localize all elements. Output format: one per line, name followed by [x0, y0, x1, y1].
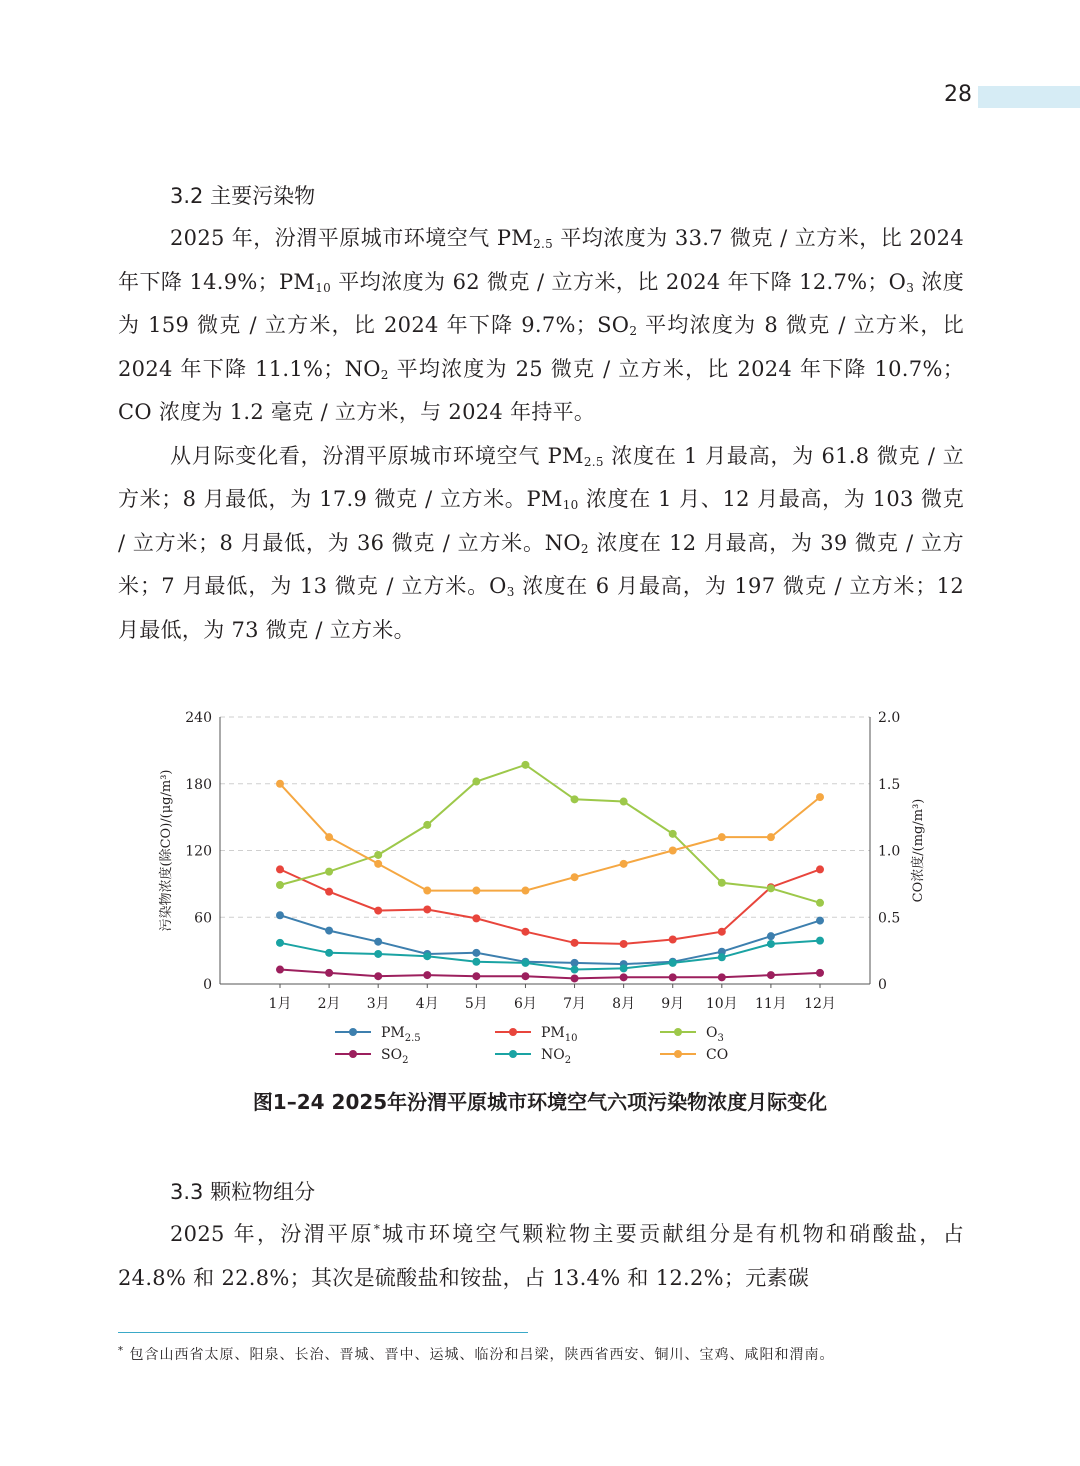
legend-label-subscript: 3: [717, 1033, 724, 1044]
data-point: [276, 865, 284, 873]
data-point: [472, 949, 480, 957]
data-point: [718, 833, 726, 841]
y-tick-label-right: 0: [878, 977, 887, 993]
x-tick-label: 2月: [317, 996, 341, 1012]
legend-label: [541, 1047, 571, 1066]
series-line-0: [280, 915, 820, 964]
x-tick-label: 1月: [268, 996, 292, 1012]
text-run: 平均浓度为 25 微克 / 立方米，比 2024 年下降 10.7%；CO 浓度为 1.2 毫克 / 立方米，与 2024 年持平。: [118, 356, 965, 424]
data-point: [276, 966, 284, 974]
legend-label-subscript: 2.5: [404, 1033, 421, 1044]
data-point: [620, 973, 628, 981]
data-point: [374, 907, 382, 915]
legend-label: [706, 1025, 724, 1044]
series-line-5: [280, 784, 820, 891]
data-point: [472, 972, 480, 980]
subscript: 2: [580, 541, 589, 556]
data-point: [423, 821, 431, 829]
data-point: [325, 927, 333, 935]
section-heading-3-2: 3.2 主要污染物: [170, 184, 316, 208]
data-point: [374, 851, 382, 859]
text-run: 浓度在 6 月最高，为 197 微克 / 立方米；12 月最低，为 73 微克 / 立方米。: [118, 574, 964, 642]
data-point: [374, 938, 382, 946]
x-tick-label: 7月: [563, 996, 587, 1012]
data-point: [423, 887, 431, 895]
y-tick-label-right: 1.5: [878, 776, 901, 793]
data-point: [620, 964, 628, 972]
data-point: [521, 761, 529, 769]
y-tick-label-left: 0: [203, 977, 212, 993]
subscript: 10: [562, 498, 579, 512]
subscript: 2.5: [583, 454, 604, 469]
data-point: [325, 949, 333, 957]
legend-label-subscript: 10: [564, 1033, 578, 1044]
page-tab-decoration: [978, 86, 1080, 108]
data-point: [571, 966, 579, 974]
figure-caption: 图1–24 2025年汾渭平原城市环境空气六项污染物浓度月际变化: [252, 1090, 828, 1114]
y-tick-label-right: 0.5: [878, 910, 901, 927]
superscript: *: [373, 1222, 381, 1236]
data-point: [816, 899, 824, 907]
data-point: [571, 795, 579, 803]
x-tick-label: 5月: [464, 996, 488, 1012]
text-run: 从月际变化看，汾渭平原城市环境空气 PM: [170, 443, 584, 468]
data-point: [816, 917, 824, 925]
paragraph: [118, 217, 964, 435]
x-tick-label: 8月: [612, 996, 636, 1012]
data-point: [669, 830, 677, 838]
legend-label: [706, 1047, 728, 1063]
x-tick-label: 10月: [705, 996, 738, 1012]
x-tick-label: 3月: [366, 996, 390, 1012]
text-run: 浓度在 1 月最高，为 61.8 微克 / 立方米；8 月最低，为 17.9 微克 / 立方米。PM: [118, 443, 965, 511]
data-point: [620, 798, 628, 806]
data-point: [816, 793, 824, 801]
y-tick-label-right: 1.0: [878, 843, 901, 860]
data-point: [571, 939, 579, 947]
text-run: 浓度在 12 月最高，为 39 微克 / 立方米；7 月最低，为 13 微克 / 立方米。O: [118, 530, 964, 598]
text-run: 2025 年，汾渭平原城市环境空气 PM: [170, 226, 534, 250]
data-point: [325, 868, 333, 876]
data-point: [423, 971, 431, 979]
data-point: [521, 928, 529, 936]
data-point: [325, 833, 333, 841]
data-point: [718, 928, 726, 936]
footnote-mark: *: [118, 1345, 124, 1357]
legend-swatch-marker: [674, 1050, 682, 1058]
x-tick-label: 9月: [661, 996, 685, 1012]
y-tick-label-left: 240: [185, 710, 212, 726]
legend-label-subscript: 2: [564, 1055, 572, 1066]
series-line-2: [280, 765, 820, 903]
subscript: 3: [506, 585, 515, 599]
legend-label-name: PM: [541, 1025, 565, 1041]
data-point: [276, 780, 284, 788]
legend-label-name: CO: [706, 1047, 729, 1063]
legend-label: [541, 1025, 578, 1044]
y-tick-label-left: 60: [194, 910, 212, 927]
data-point: [521, 959, 529, 967]
legend-label: [381, 1025, 421, 1044]
y-axis-title-left: 污染物浓度(除CO)/(μg/m³): [159, 769, 174, 932]
pollutant-monthly-chart: [150, 700, 930, 1075]
subscript: 10: [315, 280, 332, 295]
section-3-3-body: [118, 1213, 964, 1300]
section-heading-3-3: 3.3 颗粒物组分: [170, 1180, 316, 1204]
footnote-text: 包含山西省太原、阳泉、长治、晋城、晋中、运城、临汾和吕梁，陕西省西安、铜川、宝鸡、咸阳和渭南。: [129, 1347, 835, 1363]
data-point: [816, 865, 824, 873]
data-point: [472, 958, 480, 966]
y-tick-label-left: 120: [185, 843, 212, 860]
text-run: 城市环境空气颗粒物主要贡献组分是有机物和硝酸盐，占 24.8% 和 22.8%；其次是硫酸盐和铵盐，占 13.4% 和 12.2%；元素碳: [118, 1222, 965, 1290]
x-tick-label: 12月: [804, 996, 836, 1012]
data-point: [718, 973, 726, 981]
text-run: 平均浓度为 8 微克 / 立方米，比 2024 年下降 11.1%；NO: [118, 313, 964, 381]
text-run: 浓度在 1 月、12 月最高，为 103 微克 / 立方米；8 月最低，为 36 微克 / 立方米。NO: [118, 487, 964, 555]
legend-swatch-marker: [349, 1050, 357, 1058]
data-point: [276, 881, 284, 889]
paragraph: [118, 1213, 964, 1300]
legend-swatch-marker: [509, 1028, 517, 1036]
data-point: [669, 959, 677, 967]
legend-swatch-marker: [509, 1050, 517, 1058]
data-point: [521, 887, 529, 895]
data-point: [816, 937, 824, 945]
paragraph: [118, 435, 964, 653]
data-point: [718, 879, 726, 887]
data-point: [521, 972, 529, 980]
data-point: [767, 932, 775, 940]
data-point: [472, 778, 480, 786]
text-run: 浓度为 159 微克 / 立方米，比 2024 年下降 9.7%；SO: [118, 269, 964, 337]
legend-swatch-marker: [674, 1028, 682, 1036]
data-point: [276, 911, 284, 919]
data-point: [325, 888, 333, 896]
page-number: 28: [944, 82, 972, 107]
series-line-1: [280, 869, 820, 944]
data-point: [669, 847, 677, 855]
data-point: [325, 969, 333, 977]
data-point: [276, 939, 284, 947]
x-tick-label: 6月: [513, 996, 537, 1012]
data-point: [472, 914, 480, 922]
data-point: [374, 972, 382, 980]
legend-swatch-marker: [349, 1028, 357, 1036]
legend-label: [381, 1047, 408, 1066]
subscript: 3: [906, 280, 915, 295]
legend-label-name: SO: [381, 1047, 403, 1063]
subscript: 2: [380, 367, 389, 382]
text-run: 2025 年，汾渭平原: [170, 1222, 374, 1246]
legend-label-name: PM: [381, 1025, 405, 1041]
section-3-2-body: [118, 217, 964, 652]
data-point: [767, 971, 775, 979]
data-point: [423, 952, 431, 960]
text-run: 平均浓度为 62 微克 / 立方米，比 2024 年下降 12.7%；O: [331, 269, 907, 294]
data-point: [718, 953, 726, 961]
data-point: [374, 950, 382, 958]
data-point: [669, 936, 677, 944]
data-point: [620, 940, 628, 948]
data-point: [472, 887, 480, 895]
data-point: [571, 873, 579, 881]
data-point: [669, 973, 677, 981]
x-tick-label: 4月: [415, 996, 439, 1012]
subscript: 2: [629, 324, 638, 338]
text-run: 平均浓度为 33.7 微克 / 立方米，比 2024 年下降 14.9%；PM: [118, 226, 964, 294]
data-point: [423, 905, 431, 913]
legend-label-name: NO: [541, 1047, 565, 1063]
series-line-4: [280, 941, 820, 970]
data-point: [620, 860, 628, 868]
y-tick-label-right: 2.0: [878, 710, 901, 726]
data-point: [374, 860, 382, 868]
x-tick-label: 11月: [754, 996, 787, 1012]
data-point: [767, 884, 775, 892]
legend-label-name: O: [706, 1025, 718, 1041]
y-axis-title-right: CO浓度/(mg/m³): [911, 798, 926, 903]
legend-label-subscript: 2: [402, 1055, 409, 1066]
footnote: [118, 1344, 1018, 1364]
data-point: [767, 833, 775, 841]
data-point: [767, 940, 775, 948]
y-tick-label-left: 180: [185, 776, 212, 793]
footnote-divider: [118, 1332, 528, 1333]
data-point: [816, 969, 824, 977]
data-point: [571, 974, 579, 982]
series-line-3: [280, 970, 820, 979]
subscript: 2.5: [533, 237, 554, 251]
